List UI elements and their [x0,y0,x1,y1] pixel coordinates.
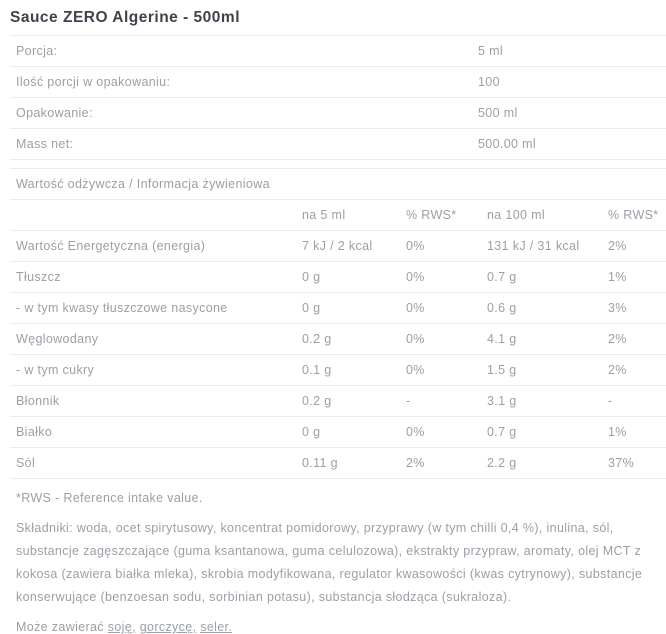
column-header-na-5-ml: na 5 ml [302,208,346,222]
value-rws-100ml: - [608,394,613,408]
info-label: Opakowanie: [16,106,93,120]
nutrient-label: Węglowodany [16,332,99,346]
value-rws-100ml: 3% [608,301,627,315]
value-per-5ml: 0 g [302,425,321,439]
value-rws-5ml: 0% [406,363,425,377]
section-gap [10,160,666,168]
column-header-rws-100: % RWS* [608,208,659,222]
info-label: Ilość porcji w opakowaniu: [16,75,171,89]
nutrition-row-blonnik [10,386,666,417]
info-row-ilosc-porcji [10,67,666,98]
allergen-note [10,620,666,634]
nutrition-row-tluszcz [10,262,666,293]
value-rws-5ml: - [406,394,411,408]
info-row-porcja [10,36,666,67]
info-value: 500 ml [478,106,518,120]
value-per-5ml: 0.11 g [302,456,338,470]
value-per-100ml: 0.6 g [487,301,517,315]
nutrition-row-energia [10,231,666,262]
value-rws-100ml: 2% [608,332,627,346]
value-rws-5ml: 2% [406,456,425,470]
info-row-opakowanie [10,98,666,129]
value-per-100ml: 2.2 g [487,456,517,470]
value-per-100ml: 3.1 g [487,394,517,408]
value-rws-5ml: 0% [406,270,425,284]
value-per-5ml: 0.1 g [302,363,332,377]
value-per-100ml: 1.5 g [487,363,517,377]
info-value: 100 [478,75,500,89]
nutrition-row-cukry [10,355,666,386]
value-rws-5ml: 0% [406,425,425,439]
value-per-5ml: 0 g [302,301,321,315]
nutrition-row-weglowodany [10,324,666,355]
value-rws-100ml: 1% [608,425,627,439]
nutrition-section-title: Wartość odżywcza / Informacja żywieniowa [10,168,666,200]
value-per-100ml: 0.7 g [487,270,517,284]
value-per-5ml: 0 g [302,270,321,284]
info-label: Porcja: [16,44,58,58]
nutrient-label: - w tym cukry [16,363,95,377]
info-row-mass-net [10,129,666,160]
info-value: 500.00 ml [478,137,537,151]
allergen-link-gorczyca[interactable]: gorczycę, [139,620,197,634]
page-title: Sauce ZERO Algerine - 500ml [10,0,666,36]
info-value: 5 ml [478,44,504,58]
value-rws-5ml: 0% [406,239,425,253]
column-header-na-100-ml: na 100 ml [487,208,546,222]
value-rws-5ml: 0% [406,332,425,346]
product-details-panel [10,0,666,634]
nutrient-label: Sól [16,456,36,470]
allergen-link-soja[interactable]: soję, [107,620,136,634]
value-per-100ml: 131 kJ / 31 kcal [487,239,580,253]
value-per-100ml: 0.7 g [487,425,517,439]
nutrition-row-sol [10,448,666,479]
value-per-5ml: 0.2 g [302,332,332,346]
allergen-link-seler[interactable]: seler. [200,620,233,634]
value-rws-100ml: 1% [608,270,627,284]
info-label: Mass net: [16,137,74,151]
nutrition-row-kwasy-nasycone [10,293,666,324]
nutrition-column-header-row [10,200,666,231]
allergen-prefix: Może zawierać [16,620,108,634]
ingredients-text: Składniki: woda, ocet spirytusowy, koncentrat pomidorowy, przyprawy (w tym chilli 0,4 %), inulina, sól, substancje zagęszczające (guma ksantanowa, guma celulozowa), ekstrakty przypraw, aromaty, olej MCT z kokosa (zawiera białka mleka), skrobia modyfikowana, regulator kwasowości (kwas cytrynowy), substancje konserwujące (benzoesan sodu, sorbinian potasu), substancja słodząca (sukraloza). [16,521,643,604]
value-rws-100ml: 2% [608,239,627,253]
nutrient-label: Błonnik [16,394,60,408]
value-per-5ml: 7 kJ / 2 kcal [302,239,373,253]
rws-footnote: *RWS - Reference intake value. [16,491,203,505]
nutrient-label: Wartość Energetyczna (energia) [16,239,206,253]
nutrient-label: Tłuszcz [16,270,61,284]
nutrient-label: Białko [16,425,53,439]
value-rws-100ml: 37% [608,456,635,470]
column-header-rws-5: % RWS* [406,208,457,222]
value-per-100ml: 4.1 g [487,332,517,346]
nutrition-row-bialko [10,417,666,448]
nutrient-label: - w tym kwasy tłuszczowe nasycone [16,301,228,315]
value-per-5ml: 0.2 g [302,394,332,408]
value-rws-100ml: 2% [608,363,627,377]
value-rws-5ml: 0% [406,301,425,315]
